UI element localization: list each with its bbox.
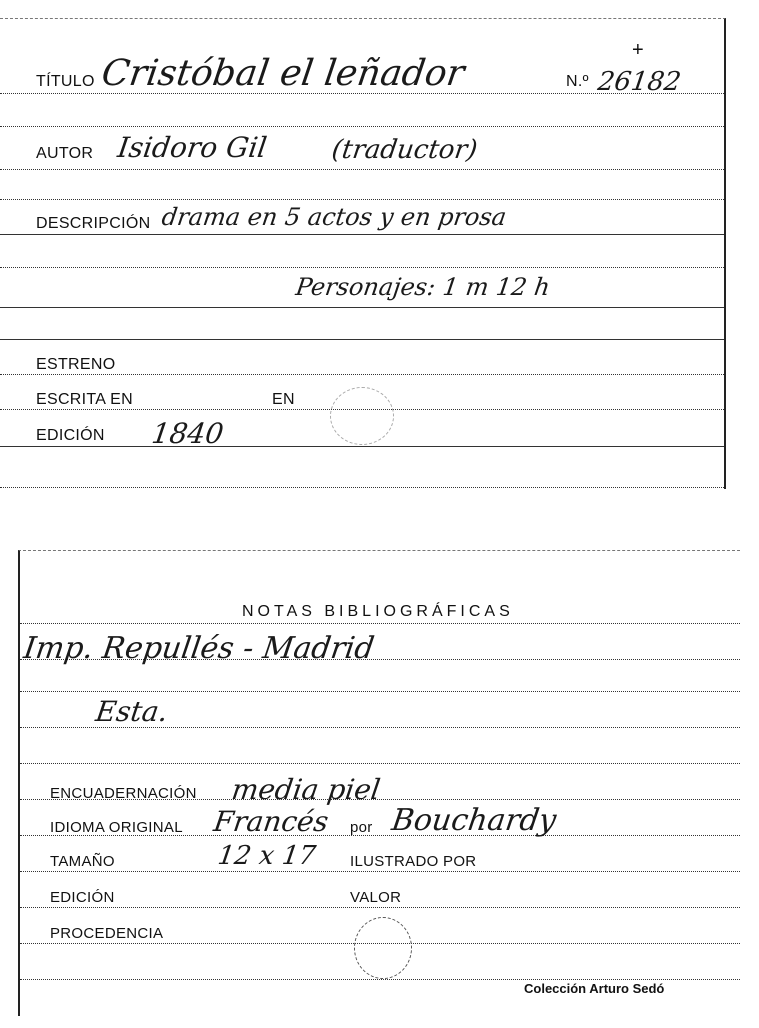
- rule-line: [0, 169, 724, 170]
- rule-line: [0, 199, 724, 200]
- rule-line: [20, 691, 740, 692]
- rule-line: [0, 267, 724, 268]
- rule-line: [0, 234, 724, 235]
- ilustrado-label: ILUSTRADO POR: [350, 853, 477, 870]
- rule-line: [20, 871, 740, 872]
- rule-line: [20, 907, 740, 908]
- edicion-value: 1840: [149, 417, 226, 450]
- rule-line: [0, 339, 724, 340]
- collection-credit: Colección Arturo Sedó: [524, 981, 665, 996]
- estreno-label: ESTRENO: [36, 356, 116, 373]
- procedencia-label: PROCEDENCIA: [50, 925, 164, 942]
- catalog-card-bottom: [18, 550, 740, 1016]
- autor-role: (traductor): [329, 135, 480, 165]
- cross-mark: +: [632, 39, 644, 61]
- autor-label: AUTOR: [36, 145, 94, 162]
- note-line-2: Esta.: [93, 695, 170, 728]
- rule-line: [20, 623, 740, 624]
- valor-label: VALOR: [350, 889, 402, 906]
- rule-line: [0, 307, 724, 308]
- edicion-label: EDICIÓN: [36, 427, 105, 444]
- idioma-label: IDIOMA ORIGINAL: [50, 819, 183, 836]
- numero-label: N.º: [566, 73, 589, 90]
- rule-line: [0, 487, 724, 488]
- rule-line: [20, 979, 740, 980]
- autor-value: Isidoro Gil: [115, 131, 269, 164]
- notas-heading: NOTAS BIBLIOGRÁFICAS: [242, 603, 514, 620]
- por-label: por: [350, 819, 373, 836]
- encuadernacion-label: ENCUADERNACIÓN: [50, 785, 197, 802]
- edicion-label: EDICIÓN: [50, 889, 115, 906]
- rule-line: [0, 126, 724, 127]
- en-label: EN: [272, 391, 295, 408]
- escrita-label: ESCRITA EN: [36, 391, 133, 408]
- rule-line: [0, 446, 724, 447]
- note-line-1: Imp. Repullés - Madrid: [21, 631, 377, 666]
- numero-value: 26182: [595, 67, 683, 97]
- titulo-value: Cristóbal el leñador: [99, 53, 467, 94]
- tamano-value: 12 x 17: [215, 841, 318, 871]
- hole-punch-stamp: [354, 917, 412, 979]
- titulo-label: TÍTULO: [36, 73, 95, 90]
- rule-line: [20, 763, 740, 764]
- descripcion-value: drama en 5 actos y en prosa: [160, 203, 509, 231]
- catalog-card-top: [0, 18, 726, 489]
- rule-line: [0, 374, 724, 375]
- hole-punch-stamp: [330, 387, 394, 445]
- por-value: Bouchardy: [389, 803, 559, 838]
- personajes-note: Personajes: 1 m 12 h: [294, 273, 552, 301]
- descripcion-label: DESCRIPCIÓN: [36, 215, 151, 232]
- tamano-label: TAMAÑO: [50, 853, 115, 870]
- idioma-value: Francés: [211, 805, 331, 838]
- encuadernacion-value: media piel: [229, 773, 383, 806]
